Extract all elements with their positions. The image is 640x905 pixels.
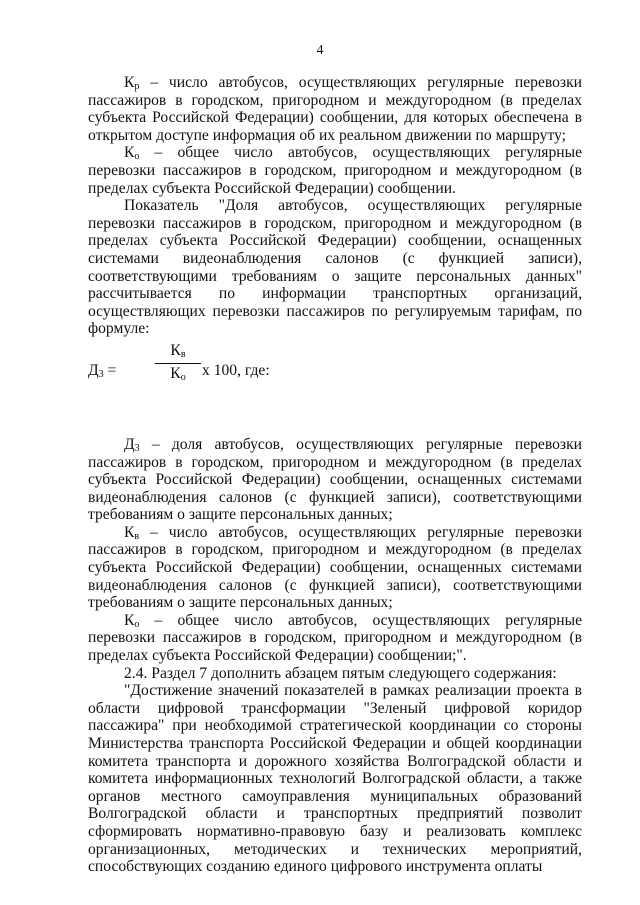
- quoted-text: "Достижение значений показателей в рамках реализации проекта в области цифровой трансформации "Зеленый цифровой коридор пассажира" при необходимой стратегической координации со стороны Министерства транспорта Российской Федерации и общей координации комитета транспорта и дорожного хозяйства Волгоградской области и комитета информационных технологий Волгоградской области, а также органов местного самоуправления муниципальных образований Волгоградской области и транспортных предприятий позволит сформировать нормативно-правовую базу и реализовать комплекс организационных, методических и технических мероприятий, способствующих созданию единого цифрового инструмента оплаты: [88, 682, 582, 876]
- formula-rhs: х 100, где:: [202, 361, 270, 379]
- symbol: К: [124, 74, 135, 91]
- paragraph-text: – общее число автобусов, осуществляющих регулярные перевозки пассажиров в городском, пригородном и междугородном (в пределах субъекта Российской Федерации) сообщении.: [88, 144, 582, 197]
- symbol-subscript: р: [134, 81, 140, 92]
- symbol-subscript: о: [134, 151, 140, 163]
- section-amendment: 2.4. Раздел 7 дополнить абзацем пятым следующего содержания:: [124, 664, 557, 682]
- formula-numerator: $К_в$: [170, 341, 186, 360]
- definition-kv: $К_в$ – число автобусов, осуществляющих регулярные перевозки пассажиров в городском, пригородном и междугородном (в пределах субъекта Российской Федерации) сообщении, оснащенных системами видеонаблюдения салонов (с функцией записи), соответствующими требованиям о защите персональных данных;: [88, 523, 582, 612]
- page-number: 4: [316, 43, 324, 58]
- definition-ko: $К_о$ – общее число автобусов, осуществляющих регулярные перевозки пассажиров в городском, пригородном и междугородном (в пределах субъекта Российской Федерации) сообщении;".: [88, 611, 582, 665]
- paragraph-indicator: Показатель "Доля автобусов, осуществляющих регулярные перевозки пассажиров в городском, пригородном и междугородном (в пределах субъекта Российской Федерации) сообщении, оснащенных системами видеонаблюдения салонов (с функцией записи), соответствующими требованиям о защите персональных данных" рассчитывается по информации транспортных организаций, осуществляющих перевозки пассажиров по регулируемым тарифам, по формуле:: [88, 197, 582, 338]
- paragraph-text: – число автобусов, осуществляющих регулярные перевозки пассажиров в городском, пригородном и междугородном (в пределах субъекта Российской Федерации) сообщении, для которых обеспечена в открытом доступе информация об их реальном движении по маршруту;: [88, 74, 582, 144]
- formula-fraction: [155, 342, 201, 383]
- document-body: [88, 74, 582, 876]
- formula-denominator: $К_о$: [170, 364, 186, 383]
- paragraph-kr: [88, 74, 582, 144]
- formula: [88, 342, 582, 400]
- paragraph-ko: [88, 144, 582, 197]
- formula-lhs: $Д_3$ =: [88, 361, 117, 380]
- symbol: К: [124, 144, 135, 162]
- definition-d3: $Д_3$ – доля автобусов, осуществляющих регулярные перевозки пассажиров в городском, пригородном и междугородном (в пределах субъекта Российской Федерации) сообщении, оснащенных системами видеонаблюдения салонов (с функцией записи), соответствующими требованиям о защите персональных данных;: [88, 435, 582, 524]
